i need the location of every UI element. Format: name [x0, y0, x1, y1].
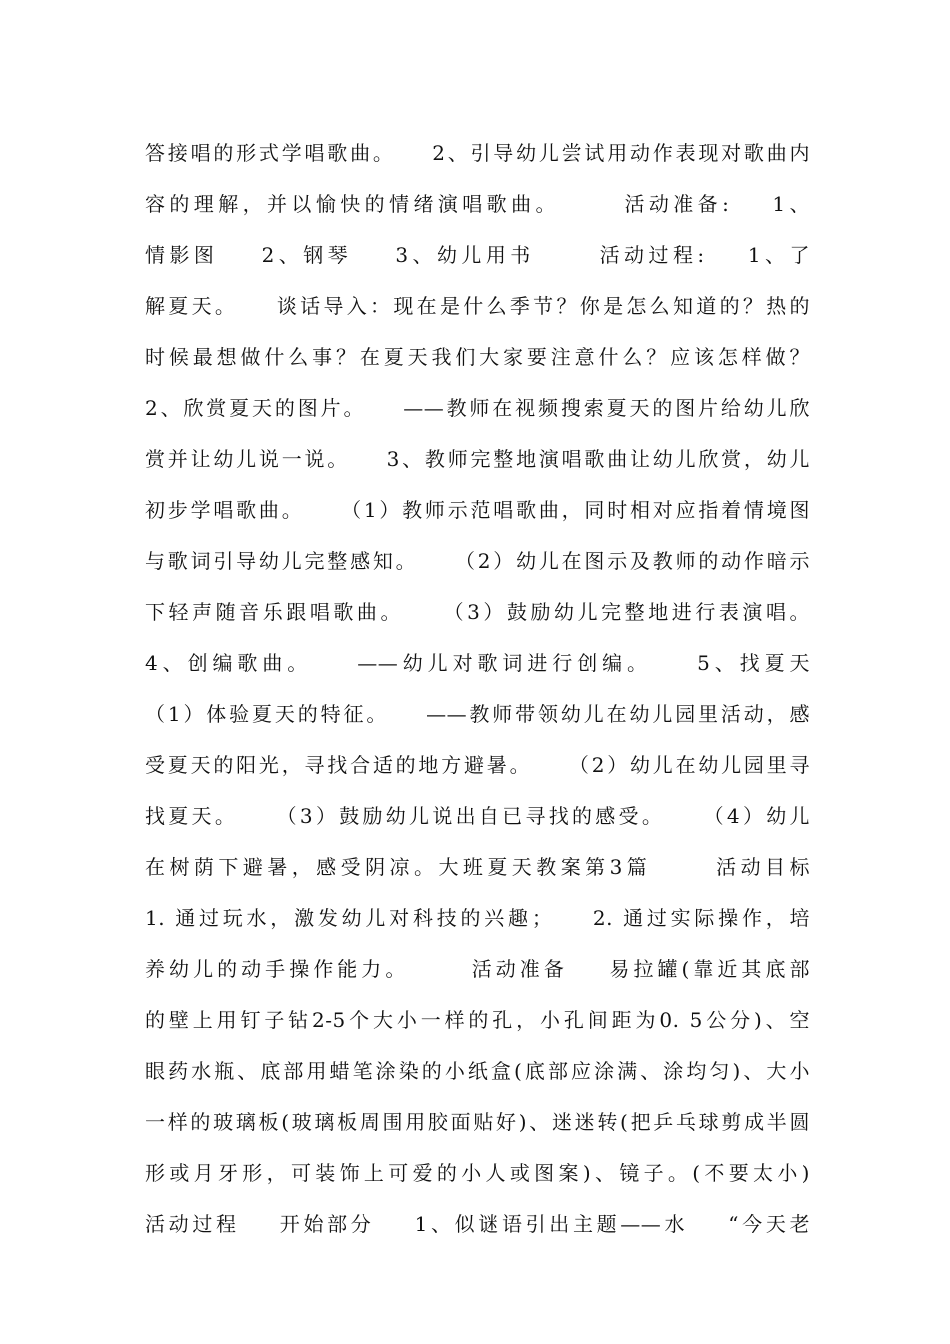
text-line-4: 解夏天。 谈话导入：现在是什么季节？你是怎么知道的？热的 — [145, 294, 810, 318]
text-line-16: 1. 通过玩水，激发幼儿对科技的兴趣； 2. 通过实际操作，培 — [145, 906, 810, 930]
text-line-8: 初步学唱歌曲。 （1）教师示范唱歌曲，同时相对应指着情境图 — [145, 498, 810, 522]
text-line-18: 的壁上用钉子钻2-5个大小一样的孔，小孔间距为0. 5公分)、空 — [145, 1008, 810, 1032]
text-line-7: 赏并让幼儿说一说。 3、教师完整地演唱歌曲让幼儿欣赏，幼儿 — [145, 447, 810, 471]
text-line-10: 下轻声随音乐跟唱歌曲。 （3）鼓励幼儿完整地进行表演唱。 — [145, 600, 810, 624]
text-line-5: 时候最想做什么事？在夏天我们大家要注意什么？应该怎样做？ — [145, 345, 810, 369]
body-text — [145, 134, 810, 1256]
text-line-13: 受夏天的阳光，寻找合适的地方避暑。 （2）幼儿在幼儿园里寻 — [145, 753, 810, 777]
text-line-12: （1）体验夏天的特征。 ——教师带领幼儿在幼儿园里活动，感 — [145, 702, 810, 726]
text-line-3: 情影图 2、钢琴 3、幼儿用书 活动过程: 1、了 — [145, 243, 810, 267]
text-line-15: 在树荫下避暑，感受阴凉。大班夏天教案第3篇 活动目标 — [145, 855, 810, 879]
text-line-21: 形或月牙形，可装饰上可爱的小人或图案)、镜子。(不要太小) — [145, 1161, 810, 1185]
text-line-17: 养幼儿的动手操作能力。 活动准备 易拉罐(靠近其底部 — [145, 957, 810, 981]
text-line-6: 2、欣赏夏天的图片。 ——教师在视频搜索夏天的图片给幼儿欣 — [145, 396, 810, 420]
text-line-19: 眼药水瓶、底部用蜡笔涂染的小纸盒(底部应涂满、涂均匀)、大小 — [145, 1059, 810, 1083]
text-line-2: 容的理解，并以愉快的情绪演唱歌曲。 活动准备: 1、 — [145, 192, 810, 216]
text-line-22: 活动过程 开始部分 1、似谜语引出主题——水 “今天老 — [145, 1212, 810, 1236]
text-line-11: 4、创编歌曲。 ——幼儿对歌词进行创编。 5、找夏天 — [145, 651, 810, 675]
text-line-9: 与歌词引导幼儿完整感知。 （2）幼儿在图示及教师的动作暗示 — [145, 549, 810, 573]
text-line-20: 一样的玻璃板(玻璃板周围用胶面贴好)、迷迷转(把乒乓球剪成半圆 — [145, 1110, 810, 1134]
text-line-14: 找夏天。 （3）鼓励幼儿说出自已寻找的感受。 （4）幼儿 — [145, 804, 810, 828]
text-line-1: 答接唱的形式学唱歌曲。 2、引导幼儿尝试用动作表现对歌曲内 — [145, 141, 810, 165]
